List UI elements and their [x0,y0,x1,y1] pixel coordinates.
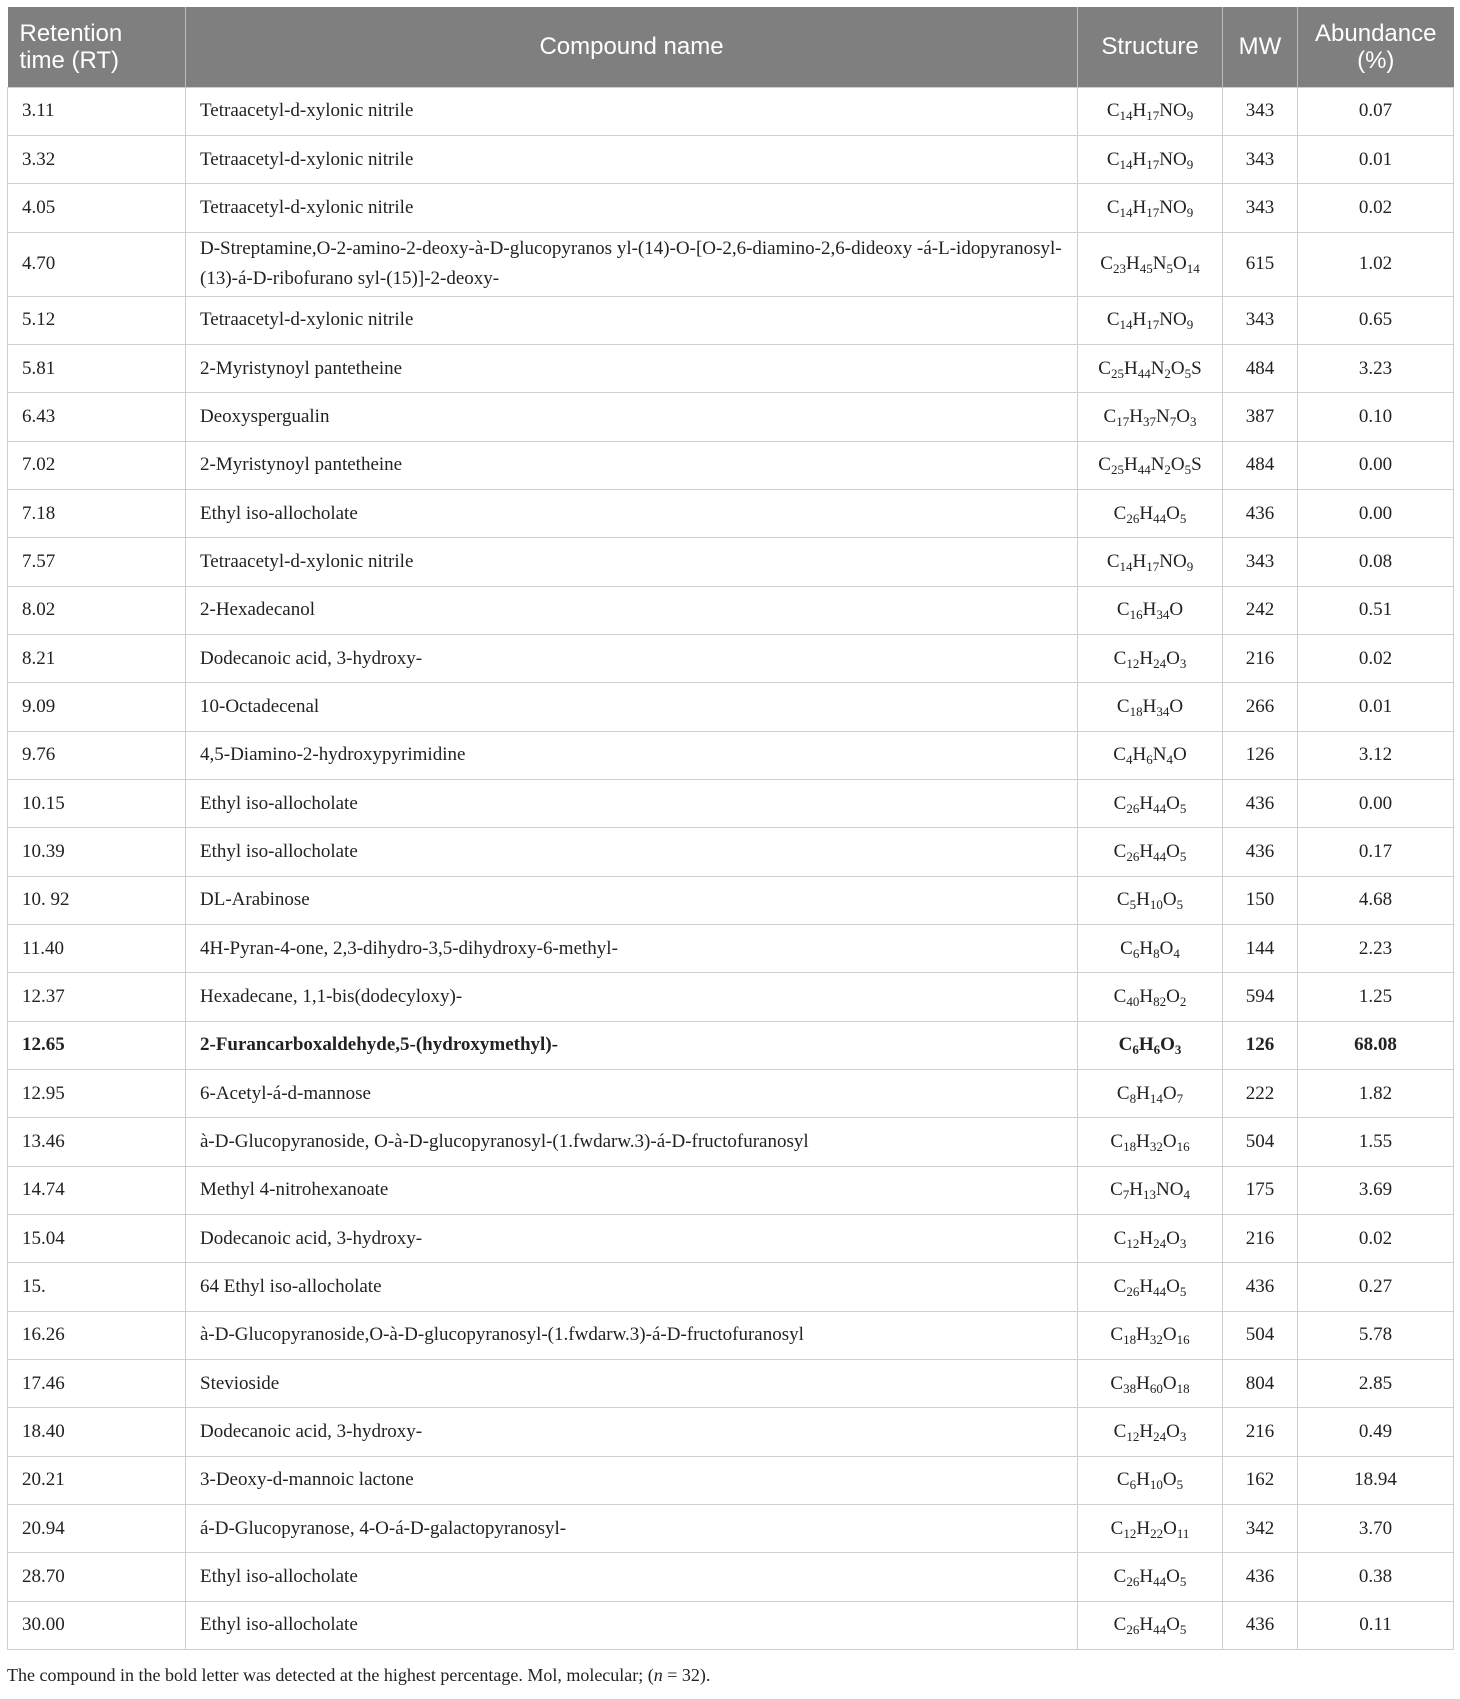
cell-structure: $C_{25}H_{44}N_2O_5S$ [1078,344,1223,392]
cell-retention-time: 8.21 [8,634,186,682]
cell-mw: 484 [1223,344,1298,392]
cell-retention-time: 13.46 [8,1118,186,1166]
table-row [8,1021,1454,1069]
cell-abundance: 0.65 [1298,296,1454,344]
header-compound-name: Compound name [186,7,1078,87]
cell-abundance: 2.23 [1298,925,1454,973]
cell-mw: 343 [1223,135,1298,183]
table-row [8,489,1454,537]
cell-mw: 126 [1223,1021,1298,1069]
cell-structure: $C_6H_8O_4$ [1078,925,1223,973]
cell-structure: $C_{18}H_{34}O$ [1078,683,1223,731]
cell-abundance: 0.38 [1298,1553,1454,1601]
cell-compound-name: Ethyl iso-allocholate [186,1553,1078,1601]
cell-abundance: 0.01 [1298,683,1454,731]
cell-abundance: 0.08 [1298,538,1454,586]
cell-compound-name: Methyl 4-nitrohexanoate [186,1166,1078,1214]
footnote-n-variable: n [653,1665,663,1685]
cell-compound-name: 4H-Pyran-4-one, 2,3-dihydro-3,5-dihydroxy-6-methyl- [186,925,1078,973]
cell-retention-time: 6.43 [8,393,186,441]
cell-abundance: 0.02 [1298,184,1454,232]
table-row [8,586,1454,634]
cell-structure: $C_5H_{10}O_5$ [1078,876,1223,924]
cell-mw: 504 [1223,1118,1298,1166]
cell-mw: 436 [1223,828,1298,876]
cell-retention-time: 5.81 [8,344,186,392]
cell-abundance: 0.00 [1298,441,1454,489]
cell-retention-time: 15. [8,1263,186,1311]
cell-retention-time: 10.15 [8,779,186,827]
cell-structure: $C_{25}H_{44}N_2O_5S$ [1078,441,1223,489]
table-row [8,232,1454,296]
cell-compound-name: Dodecanoic acid, 3-hydroxy- [186,1408,1078,1456]
cell-abundance: 0.07 [1298,87,1454,135]
table-row [8,538,1454,586]
cell-mw: 216 [1223,1408,1298,1456]
cell-retention-time: 11.40 [8,925,186,973]
cell-abundance: 0.02 [1298,634,1454,682]
cell-abundance: 1.82 [1298,1070,1454,1118]
cell-retention-time: 20.94 [8,1505,186,1553]
cell-compound-name: Dodecanoic acid, 3-hydroxy- [186,1215,1078,1263]
table-row [8,344,1454,392]
cell-structure: $C_{12}H_{24}O_3$ [1078,1408,1223,1456]
cell-compound-name: 10-Octadecenal [186,683,1078,731]
cell-abundance: 0.49 [1298,1408,1454,1456]
footnote-text-after: = 32). [662,1665,711,1685]
cell-compound-name: D-Streptamine,O-2-amino-2-deoxy-à-D-glucopyranos yl-(14)-O-[O-2,6-diamino-2,6-dideoxy -á-L-idopyranosyl-(13)-á-D-ribofurano syl-(15)]-2-deoxy- [186,232,1078,296]
cell-abundance: 1.25 [1298,973,1454,1021]
cell-structure: $C_{16}H_{34}O$ [1078,586,1223,634]
cell-retention-time: 18.40 [8,1408,186,1456]
cell-mw: 387 [1223,393,1298,441]
cell-abundance: 0.17 [1298,828,1454,876]
table-row [8,1166,1454,1214]
cell-retention-time: 30.00 [8,1601,186,1649]
cell-abundance: 0.11 [1298,1601,1454,1649]
table-row [8,683,1454,731]
cell-structure: $C_{40}H_{82}O_2$ [1078,973,1223,1021]
cell-structure: $C_{26}H_{44}O_5$ [1078,1553,1223,1601]
table-row [8,1505,1454,1553]
cell-mw: 804 [1223,1360,1298,1408]
cell-abundance: 3.69 [1298,1166,1454,1214]
cell-abundance: 3.23 [1298,344,1454,392]
cell-mw: 594 [1223,973,1298,1021]
cell-mw: 436 [1223,779,1298,827]
cell-structure: $C_{38}H_{60}O_{18}$ [1078,1360,1223,1408]
cell-abundance: 0.00 [1298,489,1454,537]
cell-retention-time: 20.21 [8,1456,186,1504]
table-row [8,1553,1454,1601]
cell-structure: $C_{14}H_{17}NO_9$ [1078,296,1223,344]
cell-mw: 222 [1223,1070,1298,1118]
table-row [8,634,1454,682]
table-row [8,87,1454,135]
cell-retention-time: 9.76 [8,731,186,779]
table-row [8,828,1454,876]
cell-retention-time: 7.02 [8,441,186,489]
cell-structure: $C_7H_{13}NO_4$ [1078,1166,1223,1214]
cell-structure: $C_{18}H_{32}O_{16}$ [1078,1118,1223,1166]
cell-retention-time: 9.09 [8,683,186,731]
cell-compound-name: à-D-Glucopyranoside,O-à-D-glucopyranosyl-(1.fwdarw.3)-á-D-fructofuranosyl [186,1311,1078,1359]
cell-structure: $C_6H_6O_3$ [1078,1021,1223,1069]
cell-abundance: 0.10 [1298,393,1454,441]
header-abundance: Abundance (%) [1298,7,1454,87]
cell-structure: $C_8H_{14}O_7$ [1078,1070,1223,1118]
cell-mw: 504 [1223,1311,1298,1359]
cell-compound-name: Tetraacetyl-d-xylonic nitrile [186,87,1078,135]
cell-compound-name: 2-Myristynoyl pantetheine [186,441,1078,489]
table-row [8,1263,1454,1311]
cell-compound-name: Ethyl iso-allocholate [186,779,1078,827]
cell-mw: 343 [1223,184,1298,232]
header-row [8,7,1454,87]
cell-retention-time: 8.02 [8,586,186,634]
cell-compound-name: 4,5-Diamino-2-hydroxypyrimidine [186,731,1078,779]
table-row [8,779,1454,827]
cell-structure: $C_{12}H_{24}O_3$ [1078,634,1223,682]
cell-compound-name: Hexadecane, 1,1-bis(dodecyloxy)- [186,973,1078,1021]
cell-structure: $C_{26}H_{44}O_5$ [1078,489,1223,537]
cell-retention-time: 12.95 [8,1070,186,1118]
cell-compound-name: Ethyl iso-allocholate [186,828,1078,876]
cell-abundance: 2.85 [1298,1360,1454,1408]
footnote-text-before: The compound in the bold letter was detected at the highest percentage. Mol, molecular; ( [7,1665,654,1685]
cell-structure: $C_{26}H_{44}O_5$ [1078,779,1223,827]
cell-compound-name: à-D-Glucopyranoside, O-à-D-glucopyranosyl-(1.fwdarw.3)-á-D-fructofuranosyl [186,1118,1078,1166]
table-row [8,393,1454,441]
table-row [8,184,1454,232]
cell-abundance: 0.27 [1298,1263,1454,1311]
table-row [8,1311,1454,1359]
cell-retention-time: 7.57 [8,538,186,586]
cell-compound-name: 6-Acetyl-á-d-mannose [186,1070,1078,1118]
cell-mw: 144 [1223,925,1298,973]
table-row [8,925,1454,973]
table-header [8,7,1454,87]
cell-mw: 266 [1223,683,1298,731]
cell-structure: $C_{17}H_{37}N_7O_3$ [1078,393,1223,441]
cell-abundance: 0.51 [1298,586,1454,634]
cell-abundance: 1.02 [1298,232,1454,296]
cell-mw: 175 [1223,1166,1298,1214]
header-retention-time: Retention time (RT) [8,7,186,87]
cell-retention-time: 14.74 [8,1166,186,1214]
cell-compound-name: DL-Arabinose [186,876,1078,924]
cell-retention-time: 3.32 [8,135,186,183]
cell-structure: $C_{14}H_{17}NO_9$ [1078,184,1223,232]
cell-retention-time: 15.04 [8,1215,186,1263]
table-row [8,973,1454,1021]
header-structure: Structure [1078,7,1223,87]
table-row [8,876,1454,924]
cell-mw: 343 [1223,87,1298,135]
cell-abundance: 68.08 [1298,1021,1454,1069]
table-row [8,731,1454,779]
cell-abundance: 0.02 [1298,1215,1454,1263]
cell-abundance: 0.01 [1298,135,1454,183]
cell-retention-time: 3.11 [8,87,186,135]
cell-mw: 216 [1223,1215,1298,1263]
compound-table-container [7,7,1453,1650]
cell-compound-name: 2-Hexadecanol [186,586,1078,634]
table-footnote [7,1665,710,1686]
cell-structure: $C_{12}H_{22}O_{11}$ [1078,1505,1223,1553]
cell-mw: 150 [1223,876,1298,924]
cell-retention-time: 7.18 [8,489,186,537]
cell-structure: $C_{14}H_{17}NO_9$ [1078,538,1223,586]
cell-compound-name: 3-Deoxy-d-mannoic lactone [186,1456,1078,1504]
cell-retention-time: 10.39 [8,828,186,876]
cell-mw: 615 [1223,232,1298,296]
cell-compound-name: 64 Ethyl iso-allocholate [186,1263,1078,1311]
cell-compound-name: Ethyl iso-allocholate [186,1601,1078,1649]
cell-structure: $C_{26}H_{44}O_5$ [1078,828,1223,876]
table-row [8,1360,1454,1408]
cell-compound-name: Tetraacetyl-d-xylonic nitrile [186,538,1078,586]
cell-mw: 242 [1223,586,1298,634]
cell-retention-time: 12.65 [8,1021,186,1069]
cell-abundance: 4.68 [1298,876,1454,924]
table-row [8,1601,1454,1649]
cell-structure: $C_{26}H_{44}O_5$ [1078,1263,1223,1311]
cell-abundance: 18.94 [1298,1456,1454,1504]
cell-mw: 216 [1223,634,1298,682]
cell-mw: 343 [1223,296,1298,344]
table-body [8,87,1454,1650]
cell-retention-time: 5.12 [8,296,186,344]
cell-compound-name: á-D-Glucopyranose, 4-O-á-D-galactopyranosyl- [186,1505,1078,1553]
cell-compound-name: Dodecanoic acid, 3-hydroxy- [186,634,1078,682]
cell-mw: 436 [1223,1263,1298,1311]
cell-abundance: 1.55 [1298,1118,1454,1166]
cell-mw: 162 [1223,1456,1298,1504]
cell-mw: 436 [1223,1601,1298,1649]
cell-mw: 436 [1223,1553,1298,1601]
cell-mw: 343 [1223,538,1298,586]
cell-abundance: 5.78 [1298,1311,1454,1359]
cell-abundance: 3.70 [1298,1505,1454,1553]
cell-retention-time: 16.26 [8,1311,186,1359]
cell-retention-time: 28.70 [8,1553,186,1601]
cell-retention-time: 17.46 [8,1360,186,1408]
cell-compound-name: Ethyl iso-allocholate [186,489,1078,537]
table-row [8,1408,1454,1456]
cell-structure: $C_{23}H_{45}N_5O_{14}$ [1078,232,1223,296]
cell-retention-time: 10. 92 [8,876,186,924]
table-row [8,135,1454,183]
cell-mw: 342 [1223,1505,1298,1553]
cell-abundance: 0.00 [1298,779,1454,827]
cell-compound-name: Tetraacetyl-d-xylonic nitrile [186,296,1078,344]
table-row [8,296,1454,344]
cell-compound-name: Tetraacetyl-d-xylonic nitrile [186,135,1078,183]
cell-structure: $C_4H_6N_4O$ [1078,731,1223,779]
table-row [8,1215,1454,1263]
cell-structure: $C_{14}H_{17}NO_9$ [1078,135,1223,183]
table-row [8,1456,1454,1504]
compound-table [7,7,1454,1650]
cell-structure: $C_{12}H_{24}O_3$ [1078,1215,1223,1263]
cell-compound-name: Tetraacetyl-d-xylonic nitrile [186,184,1078,232]
cell-mw: 484 [1223,441,1298,489]
cell-mw: 436 [1223,489,1298,537]
header-mw: MW [1223,7,1298,87]
table-row [8,1118,1454,1166]
cell-compound-name: Stevioside [186,1360,1078,1408]
cell-mw: 126 [1223,731,1298,779]
cell-structure: $C_{14}H_{17}NO_9$ [1078,87,1223,135]
cell-structure: $C_{18}H_{32}O_{16}$ [1078,1311,1223,1359]
cell-retention-time: 12.37 [8,973,186,1021]
cell-retention-time: 4.05 [8,184,186,232]
cell-compound-name: 2-Furancarboxaldehyde,5-(hydroxymethyl)- [186,1021,1078,1069]
cell-structure: $C_{26}H_{44}O_5$ [1078,1601,1223,1649]
table-row [8,1070,1454,1118]
cell-abundance: 3.12 [1298,731,1454,779]
cell-structure: $C_6H_{10}O_5$ [1078,1456,1223,1504]
cell-compound-name: Deoxyspergualin [186,393,1078,441]
cell-compound-name: 2-Myristynoyl pantetheine [186,344,1078,392]
cell-retention-time: 4.70 [8,232,186,296]
table-row [8,441,1454,489]
